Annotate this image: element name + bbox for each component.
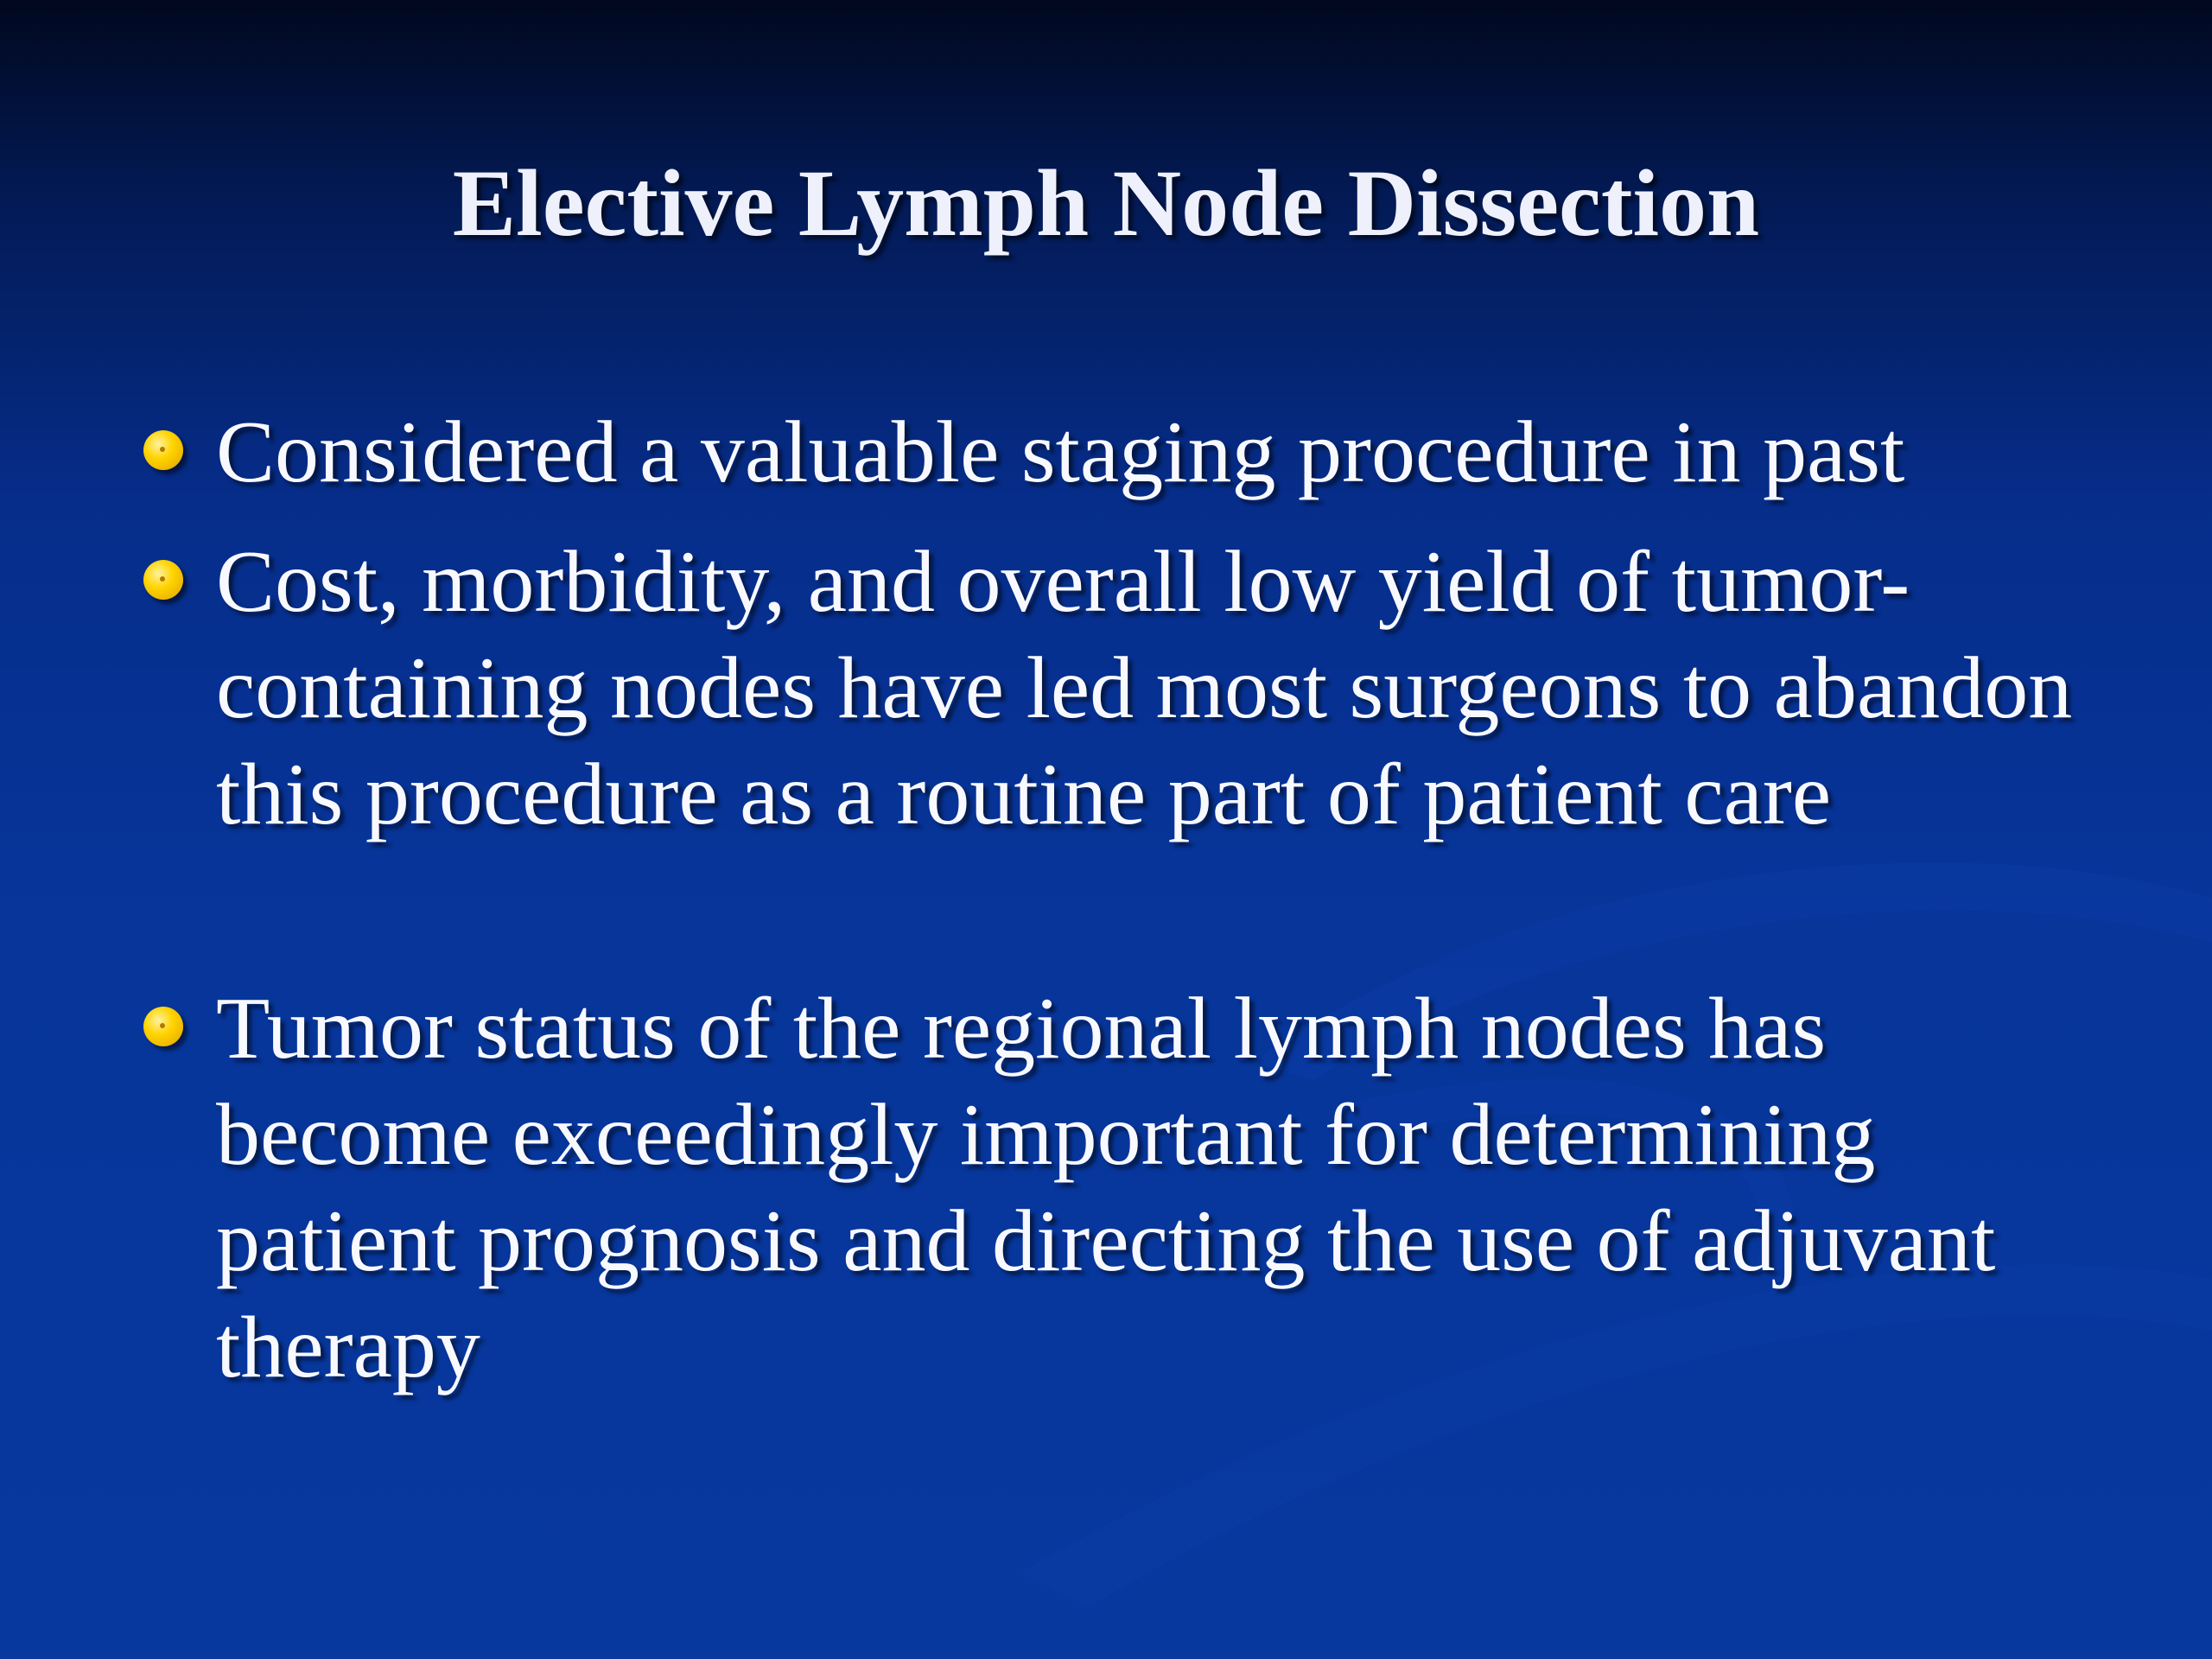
bullet-item: [216, 976, 2074, 1401]
bullet-text: Cost, morbidity, and overall low yield of tumor-containing nodes have led most surgeons to abandon this procedure as a routine part of patient care: [216, 533, 2073, 843]
slide-title: Elective Lymph Node Dissection: [452, 150, 1760, 256]
bullet-text: Considered a valuable staging procedure in past: [216, 404, 1905, 501]
bullet-text: Tumor status of the regional lymph nodes has become exceedingly important for determining patient prognosis and directing the use of adjuvant therapy: [216, 980, 1996, 1396]
yellow-circle-bullet-icon: [143, 430, 183, 470]
bullet-item: [216, 529, 2074, 848]
bullet-item: [216, 399, 2074, 505]
yellow-circle-bullet-icon: [143, 560, 183, 600]
yellow-circle-bullet-icon: [143, 1007, 183, 1046]
